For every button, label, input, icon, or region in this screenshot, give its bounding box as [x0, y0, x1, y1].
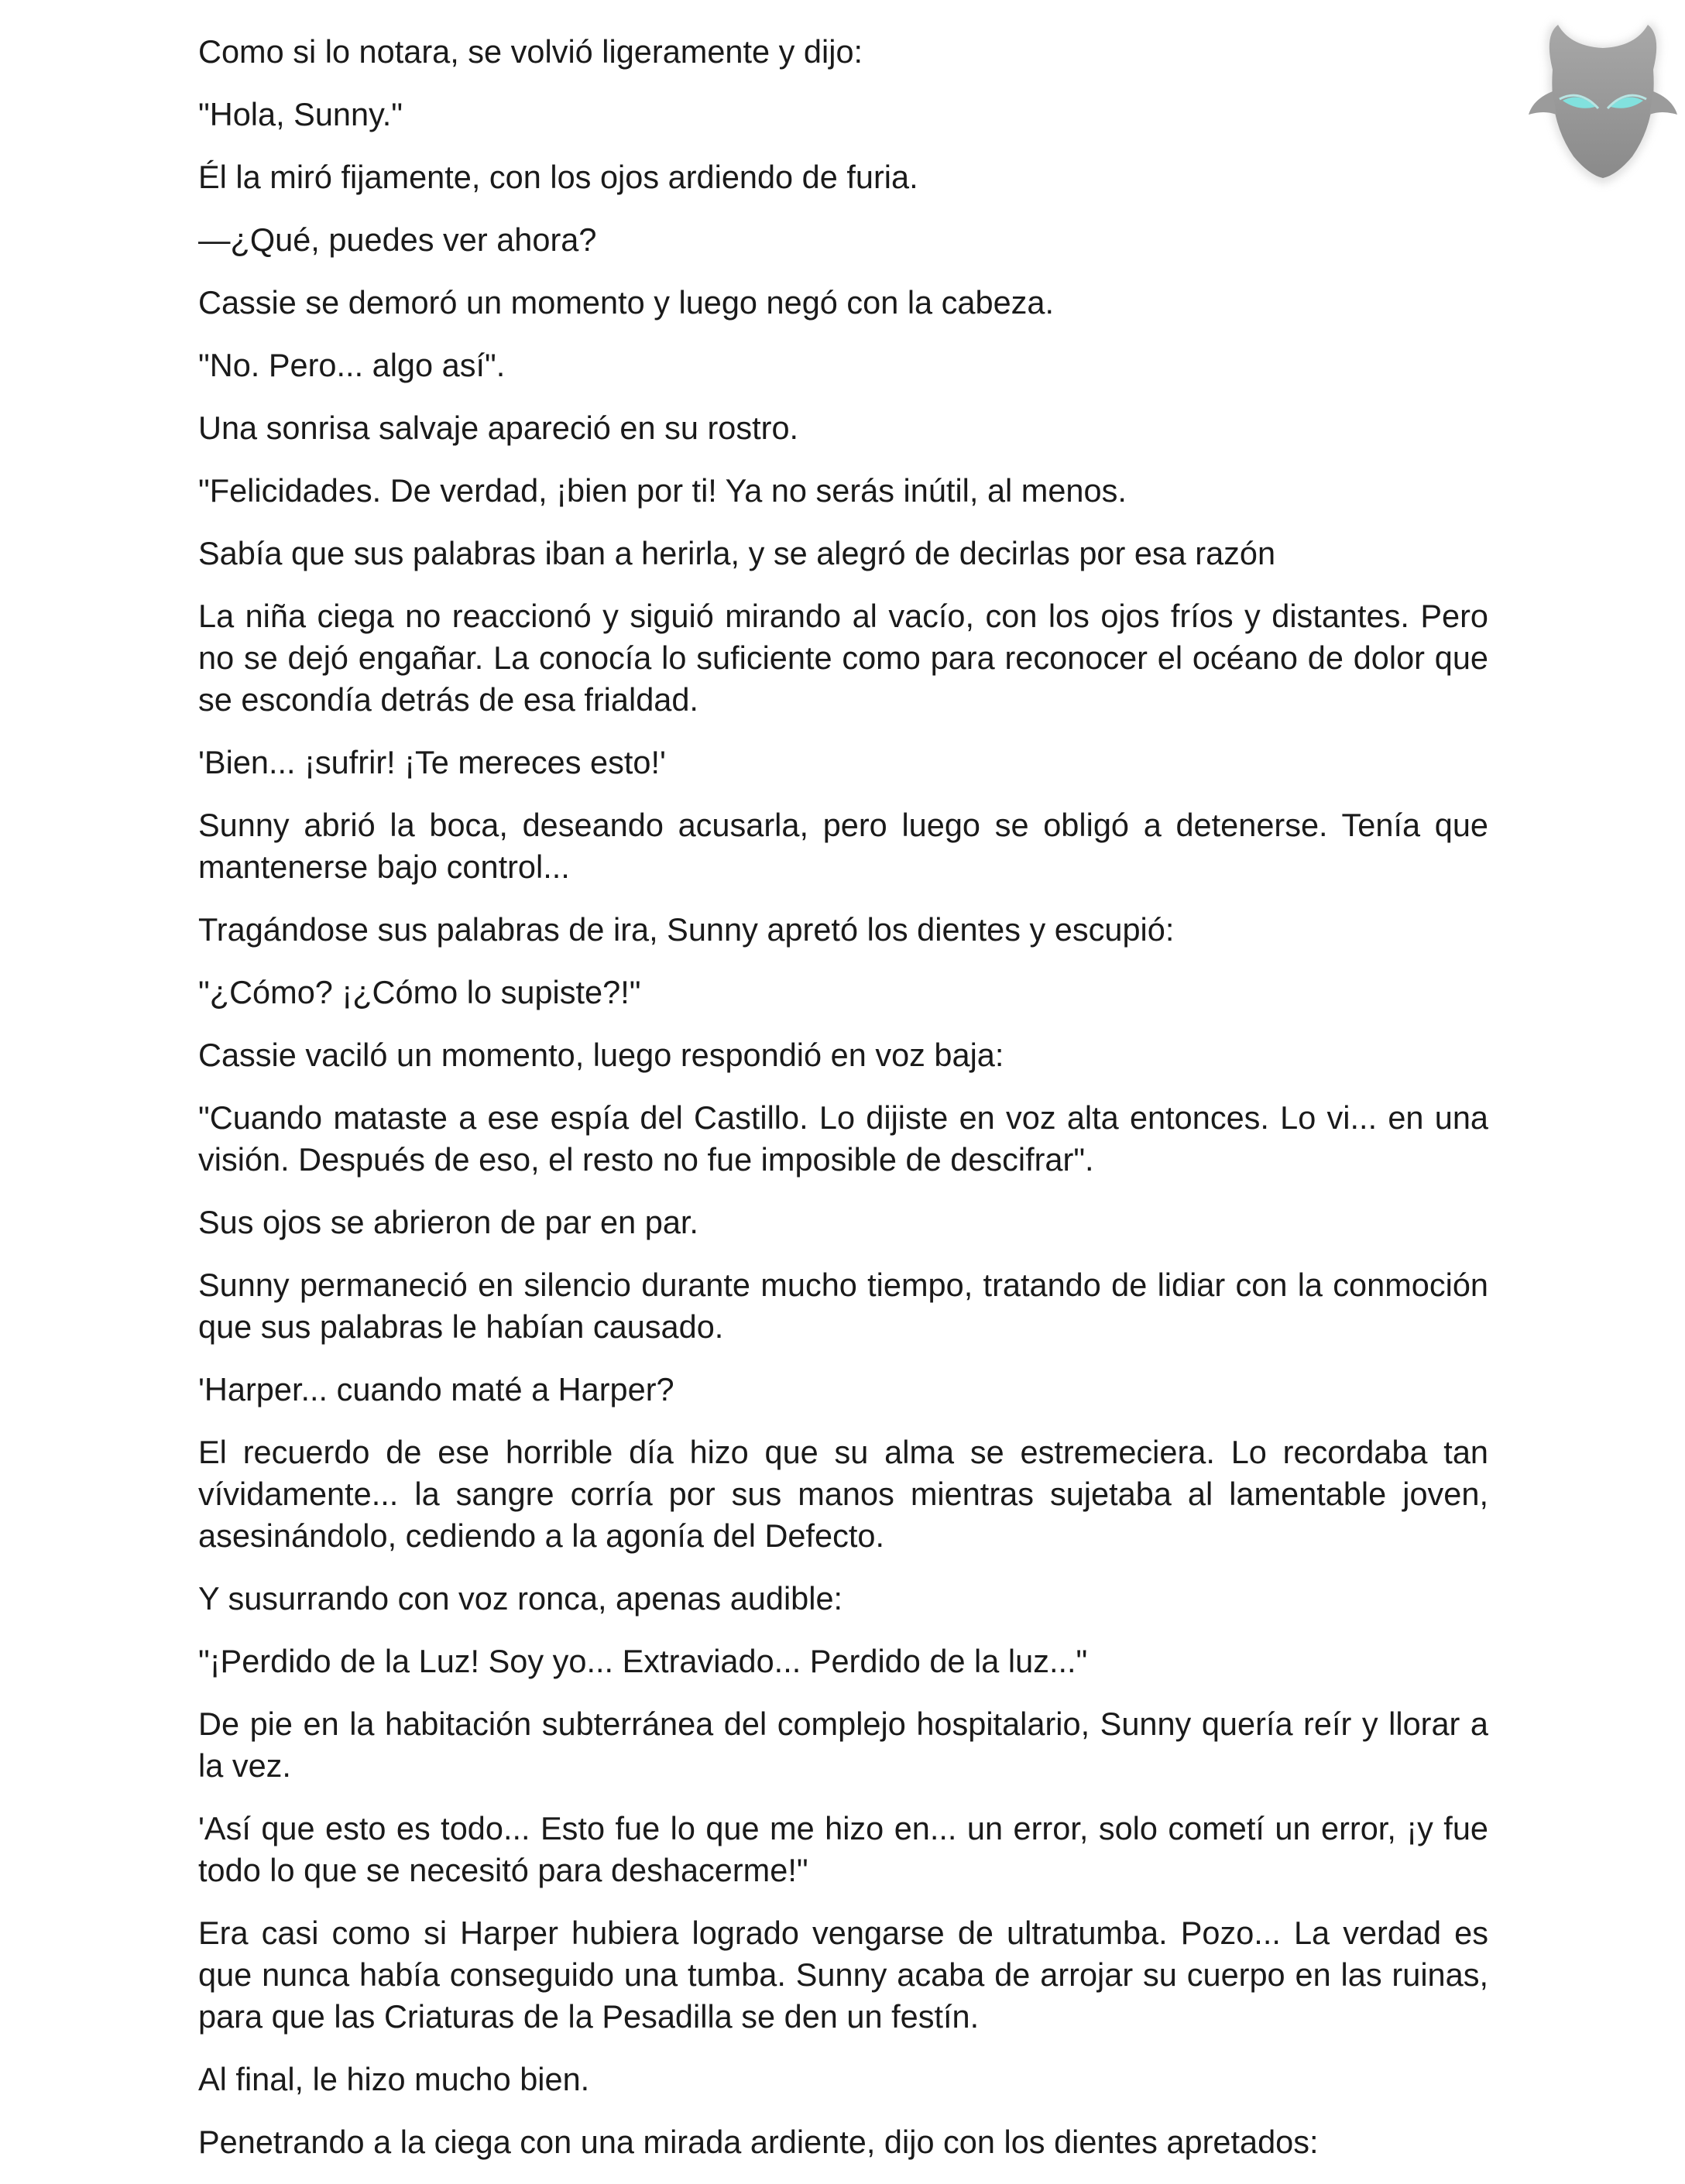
paragraph: De pie en la habitación subterránea del complejo hospitalario, Sunny quería reír y llorar a la vez.	[198, 1706, 1488, 1784]
paragraph: "¿Cómo? ¡¿Cómo lo supiste?!"	[198, 974, 641, 1010]
paragraph: Sabía que sus palabras iban a herirla, y se alegró de decirlas por esa razón	[198, 535, 1276, 571]
paragraph: "No. Pero... algo así".	[198, 347, 506, 383]
document-body	[198, 31, 1488, 2184]
paragraph: El recuerdo de ese horrible día hizo que su alma se estremeciera. Lo recordaba tan vívidamente... la sangre corría por sus manos mientras sujetaba al lamentable joven, asesinándolo, cediendo a la agonía del Defecto.	[198, 1434, 1488, 1554]
paragraph: "¡Perdido de la Luz! Soy yo... Extraviado... Perdido de la luz..."	[198, 1643, 1088, 1679]
paragraph: Al final, le hizo mucho bien.	[198, 2061, 590, 2097]
paragraph: 'Así que esto es todo... Esto fue lo que me hizo en... un error, solo cometí un error, ¡y fue todo lo que se necesitó para deshacerme!"	[198, 1810, 1488, 1888]
paragraph: "Hola, Sunny."	[198, 96, 403, 132]
paragraph: Una sonrisa salvaje apareció en su rostro.	[198, 410, 799, 446]
paragraph: "Cuando mataste a ese espía del Castillo. Lo dijiste en voz alta entonces. Lo vi... en una visión. Después de eso, el resto no fue imposible de descifrar".	[198, 1099, 1488, 1178]
paragraph: Cassie vaciló un momento, luego respondió en voz baja:	[198, 1037, 1004, 1073]
paragraph: Sus ojos se abrieron de par en par.	[198, 1204, 698, 1240]
paragraph: Era casi como si Harper hubiera logrado vengarse de ultratumba. Pozo... La verdad es que nunca había conseguido una tumba. Sunny acaba de arrojar su cuerpo en las ruinas, para que las Criaturas de la Pesadilla se den un festín.	[198, 1915, 1488, 2035]
demon-head-logo-icon	[1525, 14, 1680, 192]
paragraph: 'Harper... cuando maté a Harper?	[198, 1371, 674, 1407]
paragraph: Y susurrando con voz ronca, apenas audible:	[198, 1580, 843, 1617]
paragraph: Cassie se demoró un momento y luego negó con la cabeza.	[198, 284, 1055, 321]
paragraph: Como si lo notara, se volvió ligeramente y dijo:	[198, 33, 863, 70]
paragraph: —¿Qué, puedes ver ahora?	[198, 221, 597, 258]
paragraph: 'Bien... ¡sufrir! ¡Te mereces esto!'	[198, 744, 666, 780]
paragraph: Él la miró fijamente, con los ojos ardiendo de furia.	[198, 159, 918, 195]
paragraph: La niña ciega no reaccionó y siguió mirando al vacío, con los ojos fríos y distantes. Pero no se dejó engañar. La conocía lo suficiente como para reconocer el océano de dolor que se escondía detrás de esa frialdad.	[198, 598, 1488, 718]
paragraph: "Felicidades. De verdad, ¡bien por ti! Ya no serás inútil, al menos.	[198, 472, 1127, 509]
paragraph: Sunny abrió la boca, deseando acusarla, pero luego se obligó a detenerse. Tenía que mantenerse bajo control...	[198, 807, 1488, 885]
paragraph: Tragándose sus palabras de ira, Sunny apretó los dientes y escupió:	[198, 911, 1175, 948]
paragraph: Penetrando a la ciega con una mirada ardiente, dijo con los dientes apretados:	[198, 2124, 1319, 2160]
paragraph: Sunny permaneció en silencio durante mucho tiempo, tratando de lidiar con la conmoción que sus palabras le habían causado.	[198, 1267, 1488, 1345]
